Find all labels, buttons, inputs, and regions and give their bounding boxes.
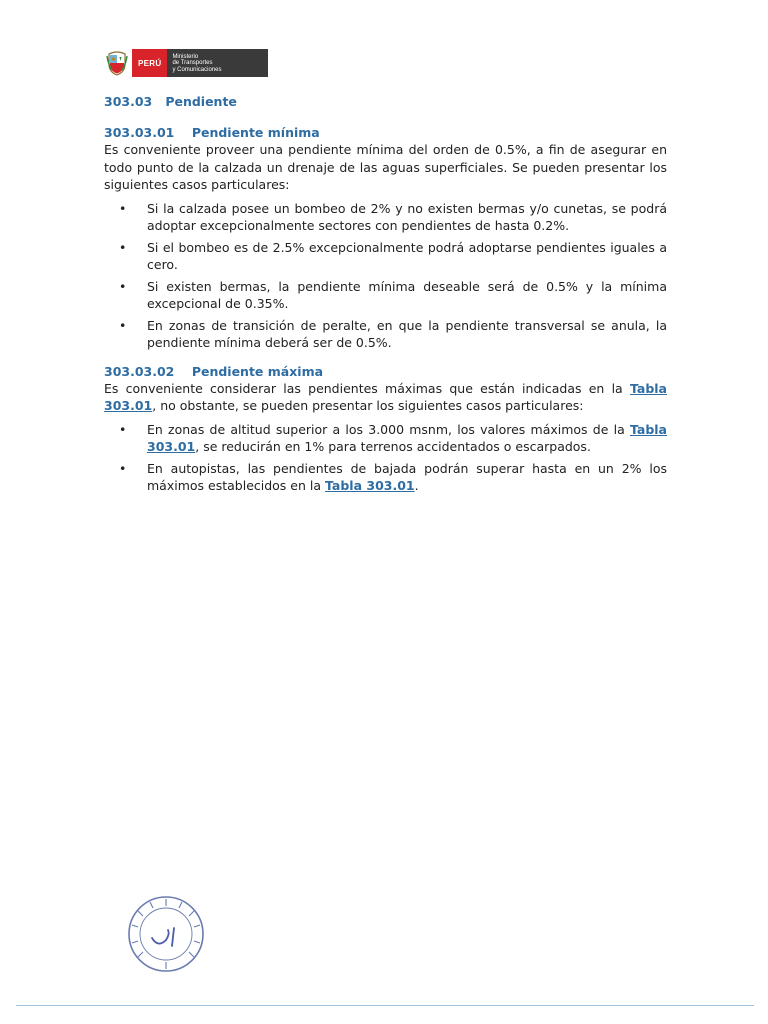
text-run: , no obstante, se pueden presentar los siguientes casos particulares: [152, 398, 584, 413]
subsection-number: 303.03.01 [104, 125, 175, 140]
text-run: En zonas de altitud superior a los 3.000 msnm, los valores máximos de la [147, 421, 630, 437]
text-run: Es conveniente considerar las pendientes máximas que están indicadas en la [104, 380, 630, 396]
ministry-line: Ministerio [172, 53, 199, 60]
list-item: • Si existen bermas, la pendiente mínima deseable será de 0.5% y la mínima excepcional de 0.35%. [104, 278, 667, 313]
paragraph-intro-minima: Es conveniente proveer una pendiente mínima del orden de 0.5%, a fin de asegurar en todo punto de la calzada un drenaje de las aguas superficiales. Se pueden presentar los siguientes casos particulares: [104, 142, 667, 192]
subsection-title: Pendiente mínima [191, 125, 320, 140]
list-item [104, 460, 667, 495]
ministry-line: de Transportes [172, 60, 213, 67]
country-label: PERÚ [132, 49, 167, 77]
table-link[interactable]: Tabla 303.01 [325, 478, 415, 493]
subsection-title: Pendiente máxima [191, 363, 324, 379]
section-heading [104, 94, 667, 109]
list-item [104, 421, 667, 456]
subsection-heading-minima [104, 125, 667, 140]
official-stamp-icon [124, 894, 208, 974]
list-item: • Si el bombeo es de 2.5% excepcionalmente podrá adoptarse pendientes iguales a cero. [104, 239, 667, 274]
table-link[interactable]: Tabla 303.01 [104, 380, 667, 413]
bullet-list-minima [104, 200, 667, 352]
text-run: . [414, 478, 419, 493]
footer-divider [16, 1005, 754, 1006]
ministry-line: y Comunicaciones [172, 66, 222, 73]
coat-of-arms-icon [105, 49, 129, 77]
list-item: • Si la calzada posee un bombeo de 2% y no existen bermas y/o cunetas, se podrá adoptar excepcionalmente sectores con pendientes de hasta 0.2%. [104, 200, 667, 235]
ministry-logo [105, 49, 268, 77]
paragraph-intro-maxima [104, 380, 667, 415]
section-number: 303.03 [104, 94, 153, 109]
text-run: , se reducirán en 1% para terrenos accidentados o escarpados. [195, 439, 591, 454]
document-body [104, 90, 667, 499]
subsection-number: 303.03.02 [104, 363, 175, 379]
section-title: Pendiente [165, 94, 237, 109]
ministry-name [167, 49, 268, 77]
bullet-list-maxima [104, 421, 667, 495]
list-item: • En zonas de transición de peralte, en que la pendiente transversal se anula, la pendiente mínima deberá ser de 0.5%. [104, 317, 667, 352]
text-run: En autopistas, las pendientes de bajada podrán superar hasta en un 2% los máximos establecidos en la [147, 460, 667, 493]
table-link[interactable]: Tabla 303.01 [147, 421, 667, 454]
subsection-heading-maxima [104, 364, 667, 379]
